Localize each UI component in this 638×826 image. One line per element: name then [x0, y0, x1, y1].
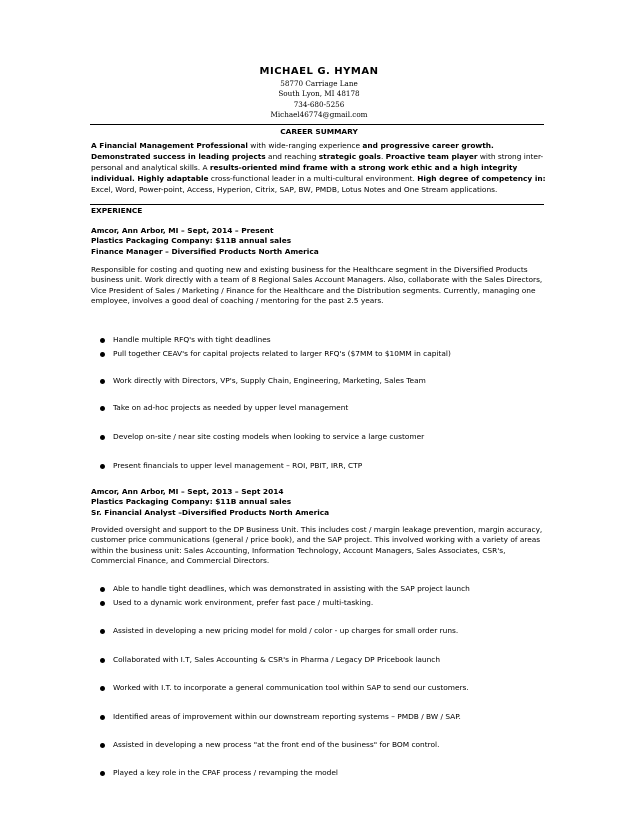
bullet-text: Able to handle tight deadlines, which was demonstrated in assisting with the SAP project launch	[113, 584, 470, 593]
job-2-company-info: Plastics Packaging Company: $11B annual sales	[91, 497, 292, 507]
bullet-text: Assisted in developing a new pricing model for mold / color - up charges for small order runs.	[113, 626, 459, 635]
bullet-text: Identified areas of improvement within our downstream reporting systems – PMDB / BW / SAP.	[113, 712, 461, 721]
resume-header	[0, 66, 638, 121]
summary-run: .	[380, 152, 386, 162]
address-line-2: South Lyon, MI 48178	[278, 89, 360, 99]
career-summary-text	[91, 140, 547, 195]
summary-run: with wide-ranging experience	[247, 141, 363, 150]
bullet-text: Used to a dynamic work environment, prefer fast pace / multi-tasking.	[113, 598, 374, 607]
email-address: Michael46774@gmail.com	[270, 110, 368, 120]
bullet-dot-icon	[100, 601, 105, 606]
bullet-text: Handle multiple RFQ's with tight deadlines	[113, 335, 271, 344]
job-2-header	[91, 487, 547, 518]
phone-number: 734-680-5256	[293, 99, 345, 109]
summary-run: High degree of competency in:	[417, 174, 546, 184]
bullet-dot-icon	[100, 715, 105, 720]
bullet-text: Work directly with Directors, VP's, Supply Chain, Engineering, Marketing, Sales Team	[113, 376, 426, 385]
bullet-text: Develop on-site / near site costing models when looking to service a large customer	[113, 432, 425, 441]
summary-run: with strong inter-personal and analytical skills. A	[91, 152, 544, 173]
summary-run: results-oriented mind frame with a strong work ethic and a high integrity individual. Highly adaptable	[91, 163, 518, 184]
bullet-text: Pull together CEAV's for capital projects related to larger RFQ's ($7MM to $10MM in capital)	[113, 349, 451, 358]
job-2-employer: Amcor, Ann Arbor, MI – Sept, 2013 – Sept 2014	[91, 487, 284, 496]
job-1-employer: Amcor, Ann Arbor, MI – Sept, 2014 – Present	[91, 226, 274, 235]
summary-run: A Financial Management Professional	[91, 141, 248, 150]
experience-heading: EXPERIENCE	[91, 206, 143, 215]
bullet-dot-icon	[100, 686, 105, 691]
bullet-text: Played a key role in the CPAF process / revamping the model	[113, 768, 338, 777]
summary-run: Proactive team player	[385, 152, 478, 162]
bullet-dot-icon	[100, 629, 105, 634]
bullet-dot-icon	[100, 406, 105, 411]
job-2-description: Provided oversight and support to the DP Business Unit. This includes cost / margin leakage prevention, margin accuracy, customer price communications (general / price book), and the SAP project. This involved working with a variety of areas within the business unit: Sales Accounting, Information Technology, Account Managers, Sales Associates, CSR's, Commercial Finance, and Commercial Directors.	[91, 525, 543, 566]
job-1-header	[91, 226, 547, 257]
bullet-dot-icon	[100, 464, 105, 469]
address-line-1: 58770 Carriage Lane	[280, 79, 358, 88]
divider-top	[90, 124, 544, 125]
summary-run: strategic goals	[318, 152, 381, 162]
career-summary-heading: CAREER SUMMARY	[280, 127, 358, 136]
bullet-dot-icon	[100, 771, 105, 776]
bullet-dot-icon	[100, 658, 105, 663]
bullet-dot-icon	[100, 379, 105, 384]
bullet-text: Take on ad-hoc projects as needed by upper level management	[113, 403, 349, 412]
bullet-dot-icon	[100, 338, 105, 343]
divider-experience	[90, 204, 544, 205]
bullet-text: Worked with I.T. to incorporate a general communication tool within SAP to send our customers.	[113, 683, 469, 692]
summary-run: cross-functional leader in a multi-cultural environment.	[208, 174, 418, 184]
bullet-dot-icon	[100, 587, 105, 592]
job-1-description: Responsible for costing and quoting new and existing business for the Healthcare segment in the Diversified Products business unit. Work directly with a team of 8 Regional Sales Account Managers. Also, collaborate with the Sales Directors, Vice President of Sales / Marketing / Finance for the Healthcare and the Distribution segments. Currently, managing one employee, involves a good deal of coaching / mentoring for the past 2.5 years.	[91, 265, 543, 306]
summary-run: Excel, Word, Power-point, Access, Hyperion, Citrix, SAP, BW, PMDB, Lotus Notes and One Stream applications.	[91, 185, 498, 195]
bullet-text: Collaborated with I.T, Sales Accounting & CSR's in Pharma / Legacy DP Pricebook launch	[113, 655, 441, 664]
bullet-text: Present financials to upper level management – ROI, PBIT, IRR, CTP	[113, 461, 363, 470]
job-2-title: Sr. Financial Analyst –Diversified Products North America	[91, 507, 330, 517]
bullet-dot-icon	[100, 435, 105, 440]
job-1-title: Finance Manager – Diversified Products North America	[91, 246, 319, 256]
job-1-company-info: Plastics Packaging Company: $11B annual sales	[91, 236, 292, 246]
bullet-dot-icon	[100, 743, 105, 748]
summary-run: and reaching	[265, 152, 319, 162]
summary-run: and progressive career growth. Demonstrated success in leading projects	[91, 141, 494, 162]
bullet-dot-icon	[100, 352, 105, 357]
bullet-text: Assisted in developing a new process "at the front end of the business" for BOM control.	[113, 740, 440, 749]
candidate-name: MICHAEL G. HYMAN	[259, 66, 379, 77]
